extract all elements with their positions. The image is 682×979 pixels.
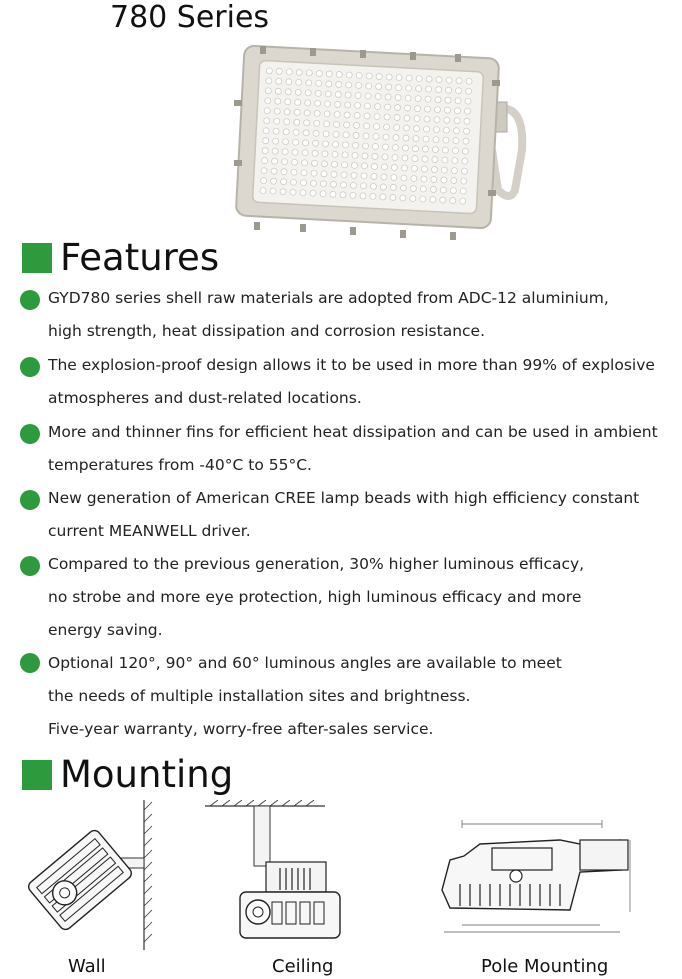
wall-caption: Wall	[68, 956, 106, 977]
green-square-icon	[22, 760, 52, 790]
bullet-dot-icon	[20, 490, 40, 510]
pole-mounting-caption: Pole Mounting	[481, 956, 609, 977]
bullet-dot-icon	[20, 653, 40, 673]
wall-mount-diagram	[20, 800, 160, 950]
features-heading: Features	[22, 238, 219, 278]
page-title: 780 Series	[110, 0, 270, 35]
floodlight-product-image	[230, 40, 530, 245]
bullet-dot-icon	[20, 424, 40, 444]
pole-mount-diagram	[430, 800, 650, 950]
mounting-heading: Mounting	[22, 755, 233, 795]
bullet-dot-icon	[20, 556, 40, 576]
ceiling-mount-diagram	[200, 800, 350, 950]
bullet-dot-icon	[20, 290, 40, 310]
bullet-dot-icon	[20, 357, 40, 377]
green-square-icon	[22, 243, 52, 273]
ceiling-caption: Ceiling	[272, 956, 334, 977]
